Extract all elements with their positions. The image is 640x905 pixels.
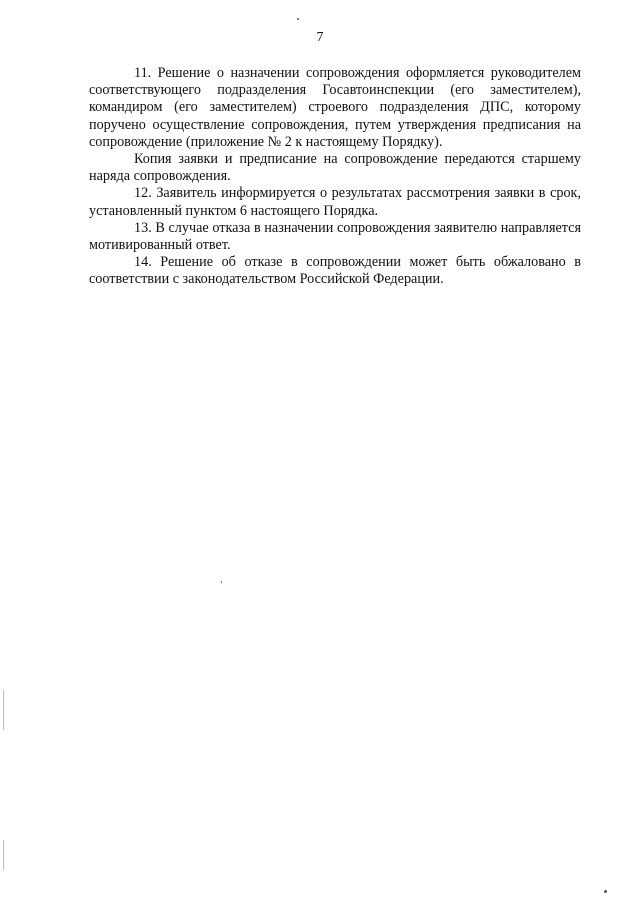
paragraph-11-copy: Копия заявки и предписание на сопровождение передаются старшему наряда сопровождения. [89,151,581,185]
paragraph-14: 14. Решение об отказе в сопровождении может быть обжаловано в соответствии с законодательством Российской Федерации. [89,254,581,288]
document-body [89,65,581,289]
scan-edge-mark [3,690,4,730]
paragraph-13: 13. В случае отказа в назначении сопровождения заявителю направляется мотивированный ответ. [89,219,581,254]
scan-speck [604,890,607,893]
paragraph-11: 11. Решение о назначении сопровождения оформляется руководителем соответствующего подразделения Госавтоинспекции (его заместителем), командиром (его заместителем) строевого подразделения ДПС, которому поручено осуществление сопровождения, путем утверждения предписания на сопровождение (приложение № 2 к настоящему Порядку). [89,65,581,150]
paragraph-12: 12. Заявитель информируется о результатах рассмотрения заявки в срок, установленный пунктом 6 настоящего Порядка. [89,185,581,219]
scan-speck [221,581,222,583]
scan-speck [297,18,299,20]
page-number: 7 [316,30,324,45]
scan-edge-mark [3,840,4,870]
